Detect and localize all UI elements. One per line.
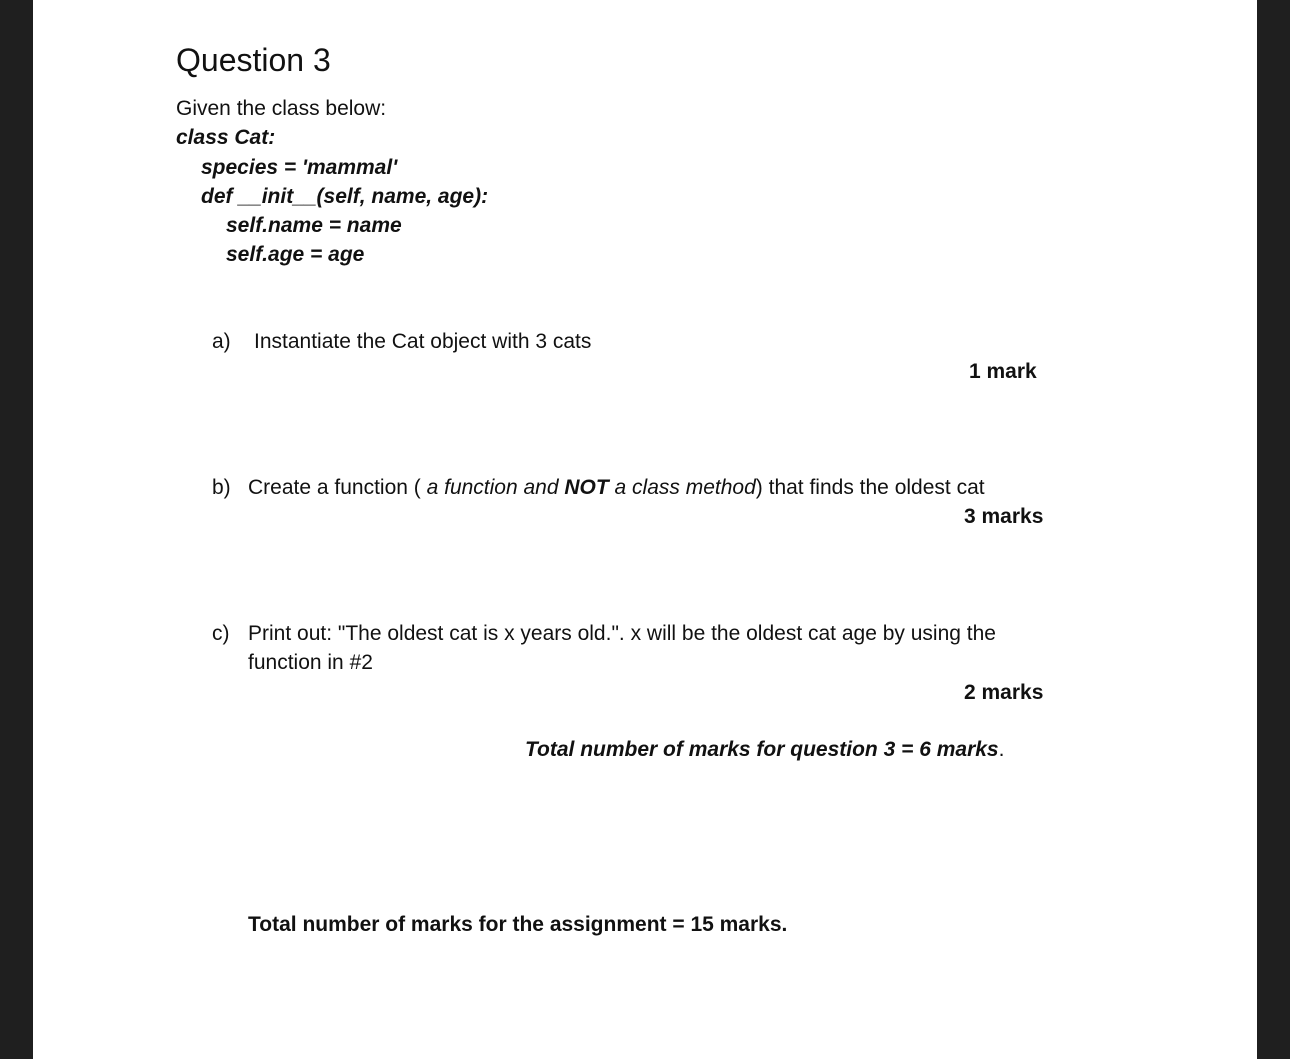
- part-a-label: a): [212, 330, 231, 353]
- part-c-line2: function in #2: [248, 651, 373, 674]
- part-a-marks: 1 mark: [969, 360, 1037, 383]
- code-line-class: class Cat:: [176, 126, 276, 149]
- question-total: [525, 738, 1004, 762]
- part-b-label: b): [212, 476, 231, 499]
- question-total-text: Total number of marks for question 3 = 6 marks: [525, 738, 999, 761]
- assignment-total: Total number of marks for the assignment = 15 marks.: [248, 913, 788, 936]
- part-b-text-after: ) that finds the oldest cat: [755, 476, 985, 499]
- code-line-init: def __init__(self, name, age):: [201, 185, 489, 208]
- part-b-bold-not: NOT: [564, 476, 609, 499]
- part-b-italic-2: a class method: [608, 476, 756, 499]
- document-page: [33, 0, 1257, 1059]
- code-line-self-name: self.name = name: [226, 214, 402, 237]
- part-c-line1: Print out: "The oldest cat is x years old.". x will be the oldest cat age by using the: [248, 622, 996, 645]
- part-a-text: Instantiate the Cat object with 3 cats: [254, 330, 592, 353]
- question-title: Question 3: [176, 42, 331, 78]
- part-c-label: c): [212, 622, 230, 645]
- part-b-text: [248, 476, 985, 500]
- code-line-species: species = 'mammal': [201, 156, 398, 179]
- part-c-marks: 2 marks: [964, 681, 1044, 704]
- question-intro: Given the class below:: [176, 97, 387, 120]
- part-b-italic-1: a function and: [426, 476, 565, 499]
- part-b-marks: 3 marks: [964, 505, 1044, 528]
- part-b-text-before: Create a function (: [248, 476, 427, 499]
- question-total-dot: .: [998, 738, 1005, 761]
- code-line-self-age: self.age = age: [226, 243, 365, 266]
